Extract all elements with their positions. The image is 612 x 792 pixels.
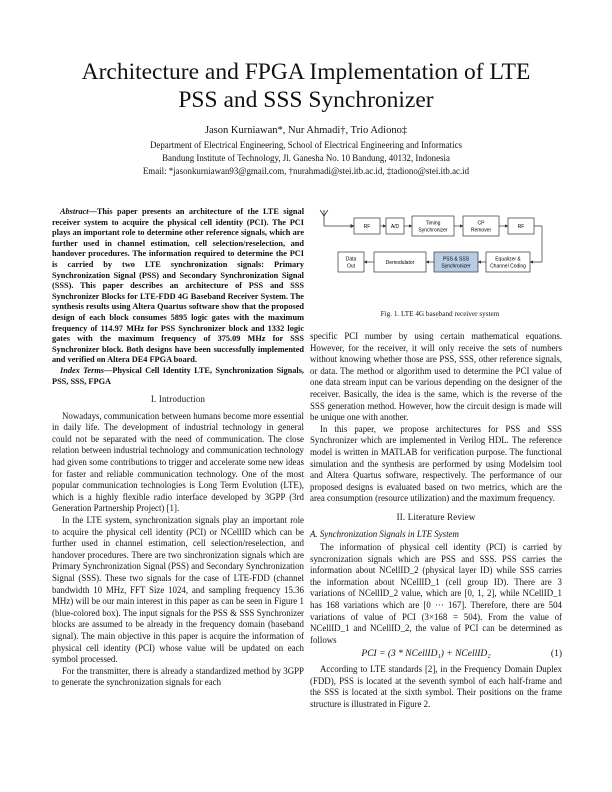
title-line-2: PSS and SSS Synchronizer bbox=[178, 87, 434, 113]
right-paragraph-1: specific PCI number by using certain mathematical equations. However, for the receiver, it will only receive the sets of numbers without knowing whether those are PSS, SSS, other reference signals, or data. The method or algorithm used to determine the PCI value of one data stream input can be various depending on the designer of the receiver. Basically, the idea is the same, which is the reverse of the SSS generation method. However, how the circuit design is made will be unique one with another. bbox=[310, 331, 562, 423]
authors: Jason Kurniawan*, Nur Ahmadi†, Trio Adiono‡ bbox=[204, 125, 408, 136]
title-line-1: Architecture and FPGA Implementation of LTE bbox=[81, 59, 531, 85]
abstract-text: —This paper presents an architecture of the LTE signal receiver system to acquire the physical cell identity (PCI). The PCI plays an important role to determine other reference signals, which are further used in channel estimation, cell selection/reselection, and handover procedures. The information required to determine the PCI is carried by two LTE synchronization signals: Primary Synchronization Signal (PSS) and Secondary Synchronization Signal (SSS). This paper describes an architecture of PSS and SSS Synchronizer Blocks for LTE-FDD 4G Baseband Receiver System. The synthesis results using Altera Quartus software show that the proposed design of each block consumes 5895 logic gates with the maximum frequency of 114.97 MHz for PSS Synchronizer block and 1332 logic gates with the maximum frequency of 375.09 MHz for SSS Synchronizer block. Both designs have been successfully implemented and verified on Altera DE4 FPGA board. bbox=[52, 207, 304, 365]
equation-1-number: (1) bbox=[550, 649, 562, 660]
abstract-lead: Abstract bbox=[60, 207, 89, 216]
pss-label-1: PSS & SSS bbox=[442, 256, 470, 263]
pss-label-2: Synchronizer bbox=[441, 263, 471, 270]
demodulator-label: Demodulator bbox=[385, 260, 415, 266]
abstract bbox=[52, 207, 304, 366]
intro-paragraph-2: In the LTE system, synchronization signals play an important role to acquire the physical cell identity (PCI) or NCellID which can be further used in channel estimation, cell selection/reselection, and handover procedures. There are two sinchronization signals which are Primary Synchronization Signal (PSS) and Secondary Synchronization Signal (SSS). These two signals for the case of LTE-FDD (channel bandwidth 10 MHz, FFT Size 1024, and sampling frequency 15.36 MHz) will be our main interest in this paper as can be seen in Figure 1 (blue-colored box). The input signals for the PSS & SSS Synchronizer blocks are assumed to be already in the frequency domain (baseband signal). The main objective in this paper is acquire the information of physical cell identity (PCI) whose value will be updated on each symbol processed. bbox=[52, 515, 304, 665]
intro-paragraph-3: For the transmitter, there is already a standardized method by 3GPP to generate the synchronization signals for each bbox=[52, 665, 304, 688]
right-paragraph-2: In this paper, we propose architectures for PSS and SSS Synchronizer which are implemented in Verilog HDL. The reference model is written in MATLAB for verification purpose. The functional simulation and the synthesis are performed by using Modelsim tool and Altera Quartus software, respectively. The performance of our proposed designs is evaluated based on two metrics, which are the area consumption (resource utilization) and the maximum frequency. bbox=[310, 423, 562, 504]
literature-paragraph-1: The information of physical cell identity (PCI) is carried by syncronization signals which are PSS and SSS. PSS carries the information about NCellID_2 (physical layer ID) while SSS carries the information about NCellID_1 (cell group ID). There are 3 variations of NCellID_2 value, which are [0, 1, 2], while NCellID_1 has 168 variations which are [0 ··· 167]. Therefore, there are 504 variations of value of PCI (3×168 = 504). From the value of NCellID_1 and NCellID_2, the value of PCI can be determined as follows bbox=[310, 542, 562, 645]
affiliation-line-3: Email: *jasonkurniawan93@gmail.com, †nurahmadi@stei.itb.ac.id, ‡tadiono@stei.itb.ac.id bbox=[142, 166, 470, 176]
ad-label: A/D bbox=[390, 224, 400, 230]
timing-label-2: Synchronizer bbox=[418, 227, 448, 234]
receiver-block-diagram bbox=[318, 206, 562, 310]
data-out-label-1: Data bbox=[345, 256, 357, 263]
figure-1 bbox=[318, 206, 562, 326]
figure-1-caption: Fig. 1. LTE 4G baseband receiver system bbox=[380, 310, 500, 318]
index-terms-lead: Index Terms bbox=[60, 365, 105, 375]
index-terms bbox=[52, 366, 304, 387]
equation-1 bbox=[310, 649, 562, 661]
subsection-heading-sync-signals: A. Synchronization Signals in LTE System bbox=[310, 528, 459, 539]
left-column bbox=[52, 207, 304, 689]
intro-paragraph-1: Nowadays, communication between humans become more essential in daily life. The development of industrial technology in general could not be separated with the need of communication. The close relation between industrial technology and communication technology had given some contributions to trigger and accelerate some new ideas for faster and reliable communication technology. One of the most popular communication technologies is Long Term Evolution (LTE), which is a highly flexible radio interface developed by 3GPP (3rd Generation Partnership Project) [1]. bbox=[52, 410, 304, 514]
cp-label-2: Remover bbox=[470, 227, 492, 234]
section-heading-literature-review: II. Literature Review bbox=[396, 511, 476, 522]
eq-label-2: Channel Coding bbox=[490, 263, 526, 270]
antenna-icon bbox=[320, 210, 354, 226]
index-terms-text: —Physical Cell Identity LTE, Synchronization Signals, PSS, SSS, FPGA bbox=[52, 365, 305, 386]
section-heading-introduction: I. Introduction bbox=[150, 394, 206, 405]
equation-1-body: PCI = (3 * NCellID₁) + NCellID₂ bbox=[361, 649, 491, 660]
rf-in-label: RF bbox=[363, 224, 371, 230]
rf-out-label: RF bbox=[517, 224, 525, 230]
paper-title bbox=[40, 58, 572, 114]
cp-label-1: CP bbox=[477, 220, 485, 227]
affiliation-line-2: Bandung Institute of Technology, Jl. Ganesha No. 10 Bandung, 40132, Indonesia bbox=[162, 153, 450, 163]
timing-label-1: Timing bbox=[425, 220, 441, 227]
right-column bbox=[310, 331, 562, 710]
eq-label-1: Equalizer & bbox=[495, 256, 521, 263]
data-out-label-2: Out bbox=[346, 263, 356, 270]
literature-paragraph-2: According to LTE standards [2], in the Frequency Domain Duplex (FDD), PSS is located at the seventh symbol of each half-frame and the SSS is located at the sixth symbol. Their positions on the frame structure is illustrated in Figure 2. bbox=[310, 664, 562, 709]
affiliation-line-1: Department of Electrical Engineering, School of Electrical Engineering and Informatics bbox=[150, 140, 462, 150]
